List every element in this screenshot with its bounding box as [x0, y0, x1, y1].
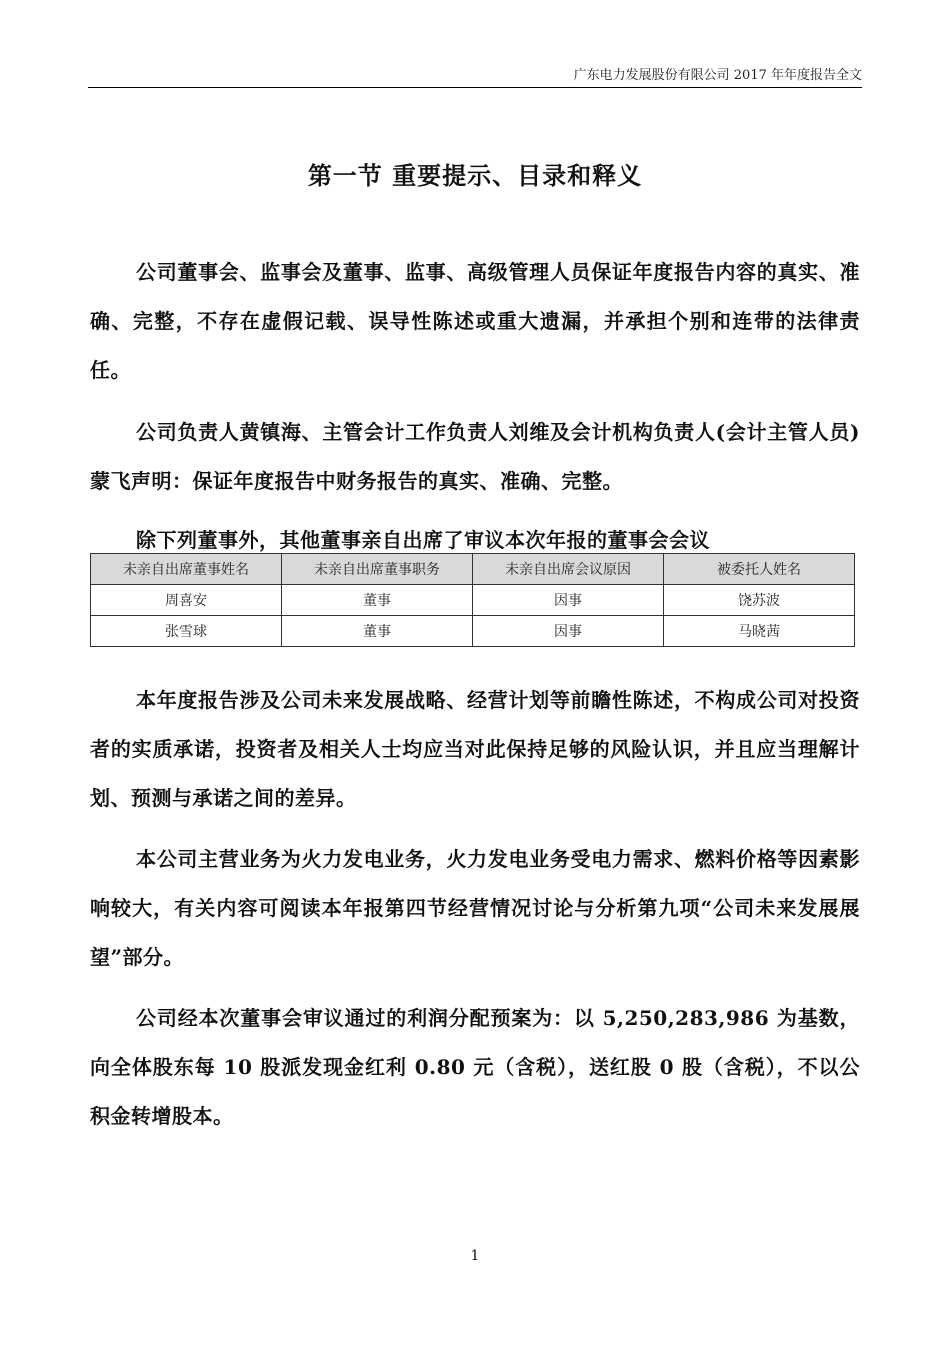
column-header: 被委托人姓名	[664, 554, 855, 585]
table-cell: 马晓茜	[664, 616, 855, 647]
paragraph-board-guarantee: 公司董事会、监事会及董事、监事、高级管理人员保证年度报告内容的真实、准确、完整，不存在虚假记载、误导性陈述或重大遗漏，并承担个别和连带的法律责任。	[90, 260, 860, 382]
table-row	[91, 616, 855, 647]
table-cell: 张雪球	[91, 616, 282, 647]
paragraph-profit-distribution: 公司经本次董事会审议通过的利润分配预案为：以 5,250,283,986 为基数，向全体股东每 10 股派发现金红利 0.80 元（含税），送红股 0 股（含税），不以公积金转增股本。	[90, 1006, 860, 1128]
table-header-row	[91, 554, 855, 585]
paragraph-business-risk: 本公司主营业务为火力发电业务，火力发电业务受电力需求、燃料价格等因素影响较大，有关内容可阅读本年报第四节经营情况讨论与分析第九项“公司未来发展展望”部分。	[90, 847, 860, 969]
table-cell: 因事	[473, 616, 664, 647]
column-header: 未亲自出席会议原因	[473, 554, 664, 585]
table-cell: 董事	[282, 585, 473, 616]
table-cell: 因事	[473, 585, 664, 616]
paragraph-financial-statement: 公司负责人黄镇海、主管会计工作负责人刘维及会计机构负责人(会计主管人员)蒙飞声明：保证年度报告中财务报告的真实、准确、完整。	[90, 420, 860, 493]
column-header: 未亲自出席董事姓名	[91, 554, 282, 585]
running-header: 广东电力发展股份有限公司 2017 年年度报告全文	[573, 68, 862, 83]
section-title: 第一节 重要提示、目录和释义	[307, 161, 643, 190]
column-header: 未亲自出席董事职务	[282, 554, 473, 585]
header-divider	[88, 87, 862, 88]
table-cell: 周喜安	[91, 585, 282, 616]
absent-directors-table	[90, 553, 855, 647]
paragraph-forward-looking: 本年度报告涉及公司未来发展战略、经营计划等前瞻性陈述，不构成公司对投资者的实质承诺，投资者及相关人士均应当对此保持足够的风险认识，并且应当理解计划、预测与承诺之间的差异。	[90, 688, 860, 810]
table-cell: 饶苏波	[664, 585, 855, 616]
table-row	[91, 585, 855, 616]
page-number: 1	[470, 1248, 480, 1264]
table-cell: 董事	[282, 616, 473, 647]
paragraph-absent-directors-intro: 除下列董事外，其他董事亲自出席了审议本次年报的董事会会议	[136, 528, 710, 552]
